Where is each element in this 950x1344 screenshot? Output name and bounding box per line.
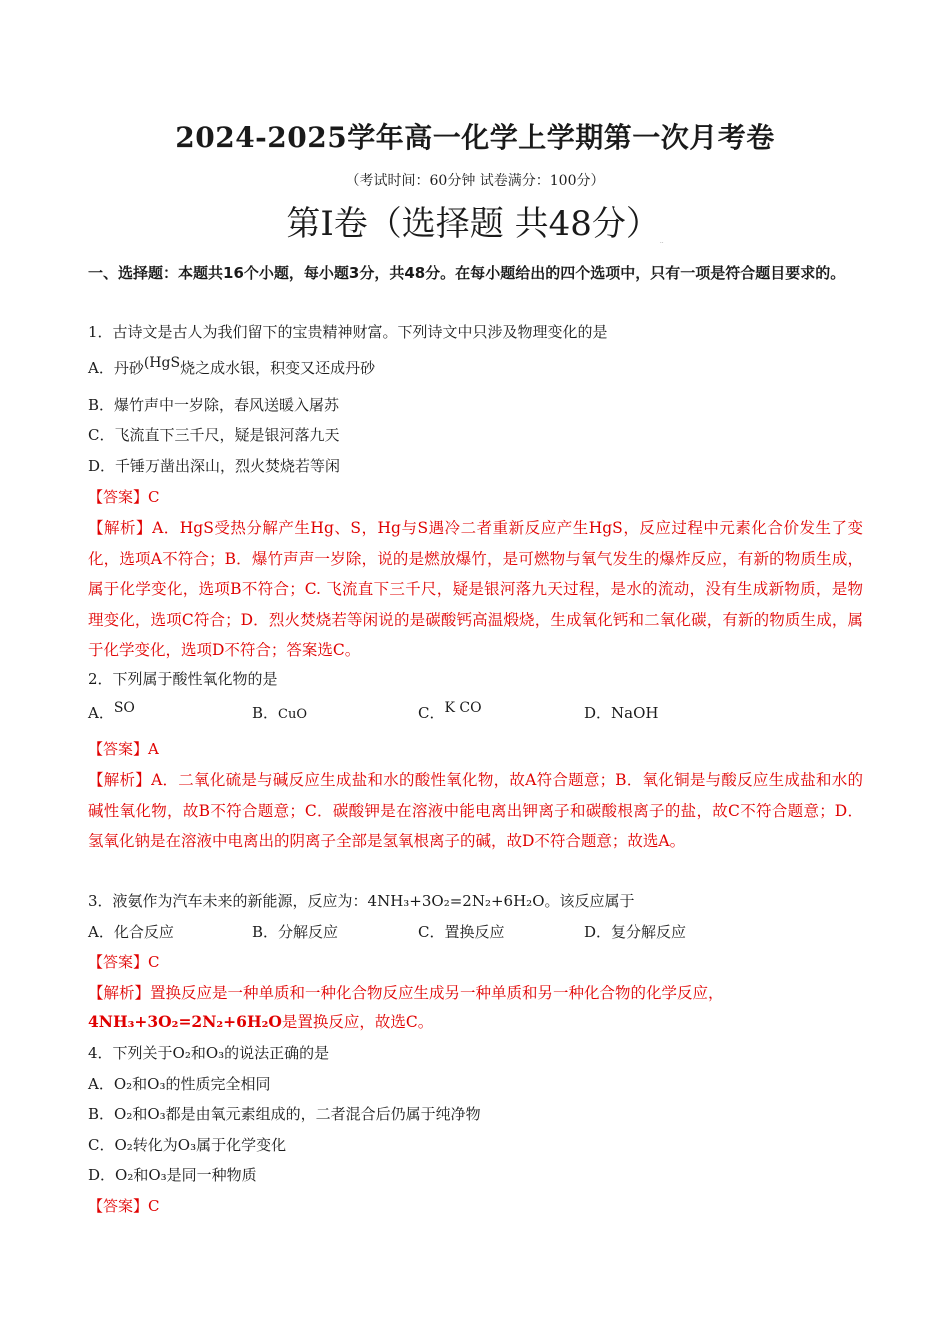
q3-analysis-label: 【解析】	[88, 984, 151, 1002]
q3-analysis-text2: 是置换反应，故选C。	[281, 1013, 434, 1031]
q3-option-c: C．置换反应	[418, 923, 505, 941]
q3-option-b: B．分解反应	[252, 923, 339, 941]
q3-analysis-line2	[88, 1011, 433, 1033]
q2-option-a-formula: SO	[113, 700, 135, 716]
instructions: 一、选择题：本题共16个小题，每小题3分，共48分。在每小题给出的四个选项中，只有一项是符合题目要求的。	[88, 264, 846, 282]
q2-option-c-prefix: C．	[418, 704, 445, 722]
q2-option-c	[418, 702, 482, 725]
q3-analysis-equation: 4NH₃+3O₂=2N₂+6H₂O	[88, 1012, 282, 1031]
q4-option-a: A．O₂和O₃的性质完全相同	[88, 1075, 271, 1093]
q3-answer-label: 【答案】	[88, 953, 149, 971]
q3-stem-suffix: 。该反应属于	[544, 892, 635, 910]
section-title-mark: ..	[659, 238, 664, 245]
q2-analysis	[88, 765, 863, 857]
q4-answer	[88, 1195, 160, 1217]
q3-answer-value: C	[148, 953, 160, 971]
q2-answer	[88, 738, 159, 760]
q1-option-c: C．飞流直下三千尺，疑是银河落九天	[88, 426, 340, 444]
q4-option-c: C．O₂转化为O₃属于化学变化	[88, 1136, 287, 1154]
exam-title: 2024-2025学年高一化学上学期第一次月考卷	[175, 121, 775, 154]
q2-option-b-prefix: B．	[252, 704, 279, 722]
q4-option-d: D．O₂和O₃是同一种物质	[88, 1166, 257, 1184]
q1-option-a-prefix: A．丹砂	[88, 359, 144, 377]
q2-option-d-prefix: D．	[584, 704, 612, 722]
q2-option-c-formula: K CO	[444, 700, 482, 716]
q4-stem: 4．下列关于O₂和O₃的说法正确的是	[88, 1044, 330, 1062]
q1-stem: 1．古诗文是古人为我们留下的宝贵精神财富。下列诗文中只涉及物理变化的是	[88, 323, 608, 341]
q3-stem	[88, 890, 635, 912]
q3-stem-prefix: 3．液氨作为汽车未来的新能源，反应为：	[88, 892, 368, 910]
q1-option-b: B．爆竹声中一岁除，春风送暖入屠苏	[88, 396, 340, 414]
q2-analysis-text: A．二氧化硫是与碱反应生成盐和水的酸性氧化物，故A符合题意；B．氧化铜是与酸反应生成盐和水的碱性氧化物，故B不符合题意；C．碳酸钾是在溶液中能电离出钾离子和碳酸根离子的盐，故C不符合题意；D．氢氧化钠是在溶液中电离出的阴离子全部是氢氧根离子的碱，故D不符合题意；故选A。	[88, 771, 863, 850]
q3-option-a: A．化合反应	[88, 923, 174, 941]
q2-option-b-formula: CuO	[278, 707, 308, 722]
q3-option-d: D．复分解反应	[584, 923, 687, 941]
q1-option-d: D．千锤万凿出深山，烈火焚烧若等闲	[88, 457, 341, 475]
q1-option-a-suffix: 烧之成水银，积变又还成丹砂	[180, 359, 376, 377]
q1-analysis	[88, 513, 863, 666]
q1-option-a	[88, 357, 375, 380]
exam-subtitle: （考试时间：60分钟 试卷满分：100分）	[345, 173, 605, 189]
q2-option-a	[88, 702, 135, 725]
q3-analysis-text1: 置换反应是一种单质和一种化合物反应生成另一种单质和另一种化合物的化学反应，	[150, 984, 724, 1002]
q2-option-a-prefix: A．	[88, 704, 114, 722]
q1-option-a-formula: (HgS	[143, 355, 181, 371]
q3-stem-equation: 4NH₃+3O₂=2N₂+6H₂O	[367, 892, 545, 910]
q3-answer	[88, 951, 160, 973]
q2-option-b	[252, 702, 307, 726]
q2-stem: 2．下列属于酸性氧化物的是	[88, 670, 278, 688]
q4-answer-value: C	[148, 1197, 160, 1215]
q2-option-d-formula: NaOH	[611, 704, 659, 722]
q4-answer-label: 【答案】	[88, 1197, 149, 1215]
q1-answer-value: C	[148, 488, 160, 506]
section-title-text: 第Ⅰ卷（选择题 共48分）	[286, 204, 660, 244]
q1-analysis-text: A．HgS受热分解产生Hg、S，Hg与S遇冷二者重新反应产生HgS，反应过程中元素化合价发生了变化，选项A不符合；B．爆竹声声一岁除，说的是燃放爆竹，是可燃物与氧气发生的爆炸反应，有新的物质生成，属于化学变化，选项B不符合；C. 飞流直下三千尺，疑是银河落九天过程，是水的流动，没有生成新物质，是物理变化，选项C符合；D．烈火焚烧若等闲说的是碳酸钙高温煅烧，生成氧化钙和二氧化碳，有新的物质生成，属于化学变化，选项D不符合；答案选C。	[88, 519, 863, 659]
q3-analysis-line1	[88, 982, 724, 1004]
q1-analysis-label: 【解析】	[88, 519, 153, 537]
q2-option-d	[584, 702, 658, 724]
section-title	[0, 196, 950, 245]
q2-answer-value: A	[148, 740, 159, 758]
q1-answer-label: 【答案】	[88, 488, 149, 506]
q4-option-b: B．O₂和O₃都是由氧元素组成的，二者混合后仍属于纯净物	[88, 1105, 481, 1123]
q2-analysis-label: 【解析】	[88, 771, 152, 789]
q1-answer	[88, 486, 160, 508]
q2-answer-label: 【答案】	[88, 740, 149, 758]
